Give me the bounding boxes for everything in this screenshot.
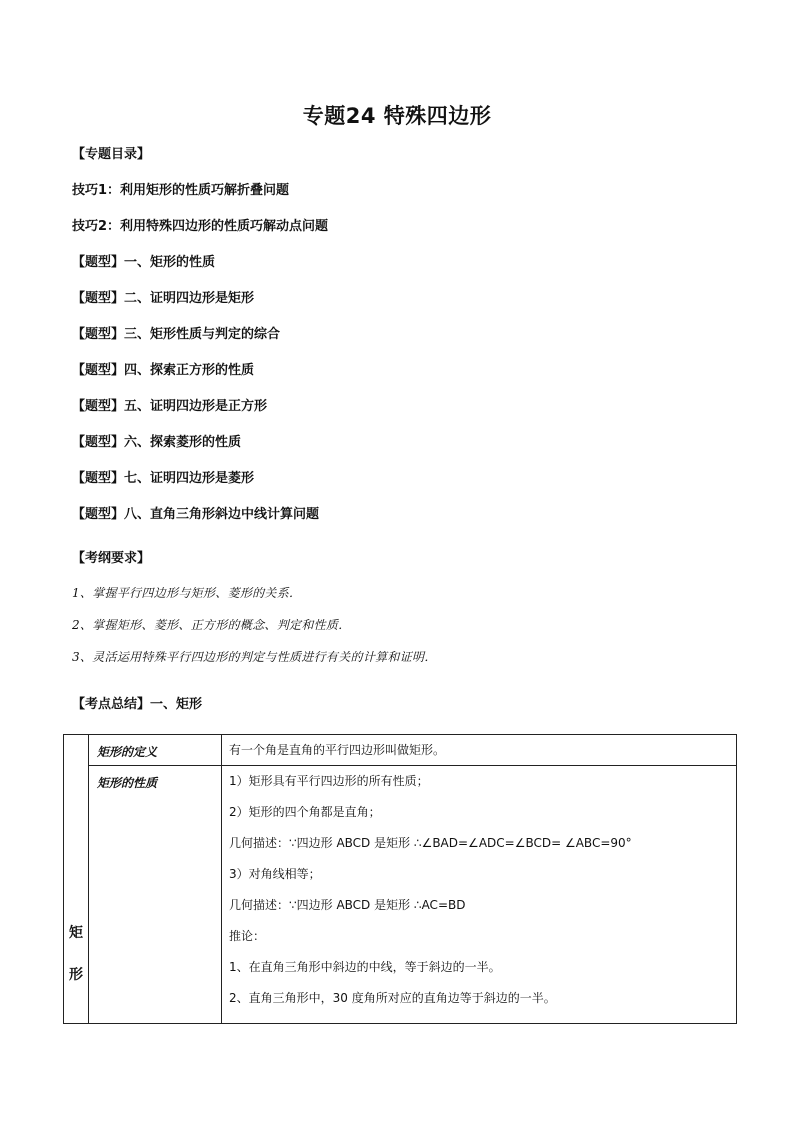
page-title: 专题24 特殊四边形 <box>302 104 492 128</box>
rectangle-summary-table <box>63 734 737 1024</box>
definition-text: 有一个角是直角的平行四边形叫做矩形。 <box>222 735 737 766</box>
type-5: 【题型】五、证明四边形是正方形 <box>72 399 268 414</box>
summary-header: 【考点总结】一、矩形 <box>72 697 203 712</box>
properties-row <box>64 766 737 1024</box>
property-line-5: 几何描述：∵四边形 ABCD 是矩形 ∴AC=BD <box>229 898 466 912</box>
type-8: 【题型】八、直角三角形斜边中线计算问题 <box>72 507 320 522</box>
side-heading-cell <box>64 735 89 1024</box>
properties-cell <box>222 766 737 1024</box>
side-char-2: 形 <box>69 967 83 983</box>
side-char-1: 矩 <box>69 925 83 941</box>
property-line-1: 1）矩形具有平行四边形的所有性质； <box>229 774 429 788</box>
type-3: 【题型】三、矩形性质与判定的综合 <box>72 327 281 342</box>
requirements-header: 【考纲要求】 <box>72 551 151 566</box>
type-4: 【题型】四、探索正方形的性质 <box>72 363 255 378</box>
requirement-2: 2、掌握矩形、菱形、正方形的概念、判定和性质． <box>72 618 351 632</box>
tip-1: 技巧1：利用矩形的性质巧解折叠问题 <box>72 183 290 198</box>
properties-label: 矩形的性质 <box>89 766 222 1024</box>
property-line-2: 2）矩形的四个角都是直角； <box>229 805 381 819</box>
property-line-4: 3）对角线相等； <box>229 867 321 881</box>
type-2: 【题型】二、证明四边形是矩形 <box>72 291 255 306</box>
definition-label: 矩形的定义 <box>89 735 222 766</box>
definition-row <box>64 735 737 766</box>
type-1: 【题型】一、矩形的性质 <box>72 255 216 270</box>
tip-2: 技巧2：利用特殊四边形的性质巧解动点问题 <box>72 219 329 234</box>
property-line-7: 1、在直角三角形中斜边的中线，等于斜边的一半。 <box>229 960 501 974</box>
property-line-6: 推论： <box>229 929 266 943</box>
type-7: 【题型】七、证明四边形是菱形 <box>72 471 255 486</box>
toc-header: 【专题目录】 <box>72 147 151 162</box>
property-line-3: 几何描述：∵四边形 ABCD 是矩形 ∴∠BAD=∠ADC=∠BCD= ∠ABC=90° <box>229 836 632 850</box>
property-line-8: 2、直角三角形中，30 度角所对应的直角边等于斜边的一半。 <box>229 991 556 1005</box>
type-6: 【题型】六、探索菱形的性质 <box>72 435 242 450</box>
requirement-1: 1、掌握平行四边形与矩形、菱形的关系． <box>72 586 302 600</box>
requirement-3: 3、灵活运用特殊平行四边形的判定与性质进行有关的计算和证明． <box>72 650 437 664</box>
